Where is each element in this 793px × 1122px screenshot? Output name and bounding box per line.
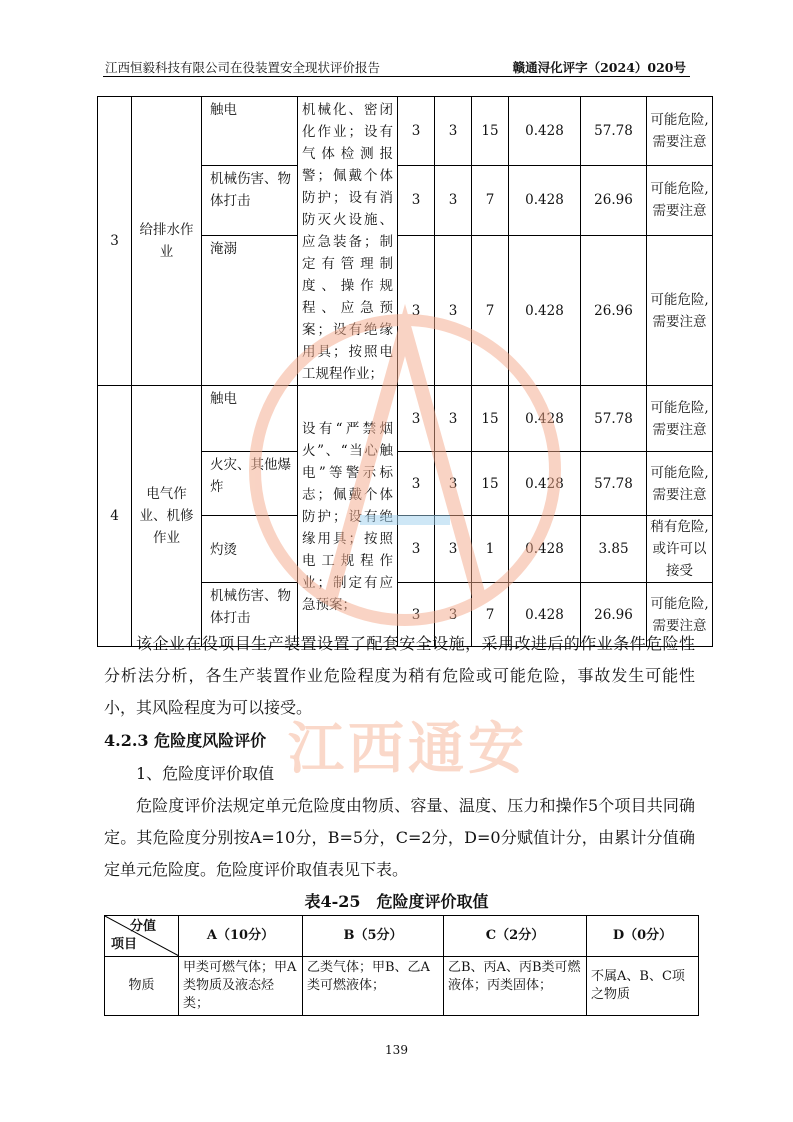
d-value: 26.96: [581, 165, 647, 236]
conclusion-paragraph: 该企业在役项目生产装置设置了配套安全设施，采用改进后的作业条件危险性分析法分析，各生产装置作业危险程度为稍有危险或可能危险，事故发生可能性小，其风险程度为可以接受。: [104, 634, 695, 717]
page-header: [103, 58, 690, 77]
e-value: 3: [435, 97, 472, 166]
e-value: 3: [435, 452, 472, 516]
risk-value-table: [104, 915, 699, 1016]
c-value: 7: [472, 583, 509, 647]
safety-measures: 机械化、密闭化作业；设有气体检测报警；佩戴个体防护；设有消防灭火设施、应急装备；制定有管理制度、操作规程、应急预案；设有绝缘用具；按照电工规程作业；: [298, 97, 398, 386]
page-number: 139: [385, 1043, 408, 1057]
e-value: 3: [435, 583, 472, 647]
header-company: 江西恒毅科技有限公司在役装置安全现状评价报告: [105, 60, 381, 75]
grade-c-cell: 乙B、丙A、丙B类可燃液体；丙类固体；: [444, 957, 587, 1016]
grade-a-cell: 甲类可燃气体；甲A类物质及液态烃类；: [179, 957, 303, 1016]
d-value: 57.78: [581, 386, 647, 452]
l-value: 3: [398, 386, 435, 452]
group-unit: 给排水作业: [132, 97, 202, 386]
d-value: 26.96: [581, 236, 647, 386]
column-header: D（0分）: [587, 916, 699, 957]
k-value: 0.428: [509, 165, 581, 236]
risk-grade: 可能危险,需要注意: [647, 236, 713, 386]
d-value: 26.96: [581, 583, 647, 647]
d-value: 57.78: [581, 97, 647, 166]
diagonal-header-cell: [105, 916, 179, 957]
subheading: 1、危险度评价取值: [136, 764, 275, 783]
watermark-text: 江西通安: [288, 717, 528, 782]
c-value: 7: [472, 236, 509, 386]
e-value: 3: [435, 236, 472, 386]
hazard-cell: 淹溺: [202, 236, 298, 386]
group-number: 4: [98, 386, 132, 647]
d-value: 3.85: [581, 516, 647, 583]
k-value: 0.428: [509, 452, 581, 516]
table-header-row: [105, 916, 699, 957]
hazard-cell: 灼烫: [202, 516, 298, 583]
k-value: 0.428: [509, 97, 581, 166]
l-value: 3: [398, 165, 435, 236]
risk-grade: 可能危险,需要注意: [647, 452, 713, 516]
d-value: 57.78: [581, 452, 647, 516]
table-row: [105, 957, 699, 1016]
hazard-cell: 机械伤害、物体打击: [202, 165, 298, 236]
c-value: 15: [472, 452, 509, 516]
hazard-analysis-table: [97, 96, 713, 647]
hazard-cell: 触电: [202, 97, 298, 166]
column-header: A（10分）: [179, 916, 303, 957]
k-value: 0.428: [509, 236, 581, 386]
safety-measures: 设有“严禁烟火”、“当心触电”等警示标志；佩戴个体防护；设有绝缘用具；按照电工规程作业；制定有应急预案；: [298, 386, 398, 647]
l-value: 3: [398, 236, 435, 386]
hazard-cell: 机械伤害、物体打击: [202, 583, 298, 647]
l-value: 3: [398, 583, 435, 647]
corner-item-label: 项目: [111, 937, 138, 952]
risk-grade: 可能危险,需要注意: [647, 165, 713, 236]
group-number: 3: [98, 97, 132, 386]
risk-grade: 可能危险,需要注意: [647, 386, 713, 452]
k-value: 0.428: [509, 583, 581, 647]
l-value: 3: [398, 516, 435, 583]
table-row: [98, 97, 713, 166]
l-value: 3: [398, 97, 435, 166]
l-value: 3: [398, 452, 435, 516]
e-value: 3: [435, 386, 472, 452]
e-value: 3: [435, 165, 472, 236]
grade-b-cell: 乙类气体；甲B、乙A类可燃液体；: [303, 957, 444, 1016]
header-report-number: 赣通浔化评字（2024）020号: [512, 60, 686, 75]
grade-d-cell: 不属A、B、C项之物质: [587, 957, 699, 1016]
c-value: 15: [472, 97, 509, 166]
section-heading: 4.2.3 危险度风险评价: [104, 731, 267, 750]
c-value: 7: [472, 165, 509, 236]
e-value: 3: [435, 516, 472, 583]
hazard-cell: 触电: [202, 386, 298, 452]
risk-grade: 稍有危险,或许可以接受: [647, 516, 713, 583]
c-value: 1: [472, 516, 509, 583]
corner-score-label: 分值: [129, 919, 156, 934]
c-value: 15: [472, 386, 509, 452]
k-value: 0.428: [509, 516, 581, 583]
column-header: B（5分）: [303, 916, 444, 957]
risk-grade: 可能危险,需要注意: [647, 583, 713, 647]
table-row: [98, 386, 713, 452]
method-paragraph: 危险度评价法规定单元危险度由物质、容量、温度、压力和操作5个项目共同确定。其危险度分别按A=10分，B=5分，C=2分，D=0分赋值计分，由累计分值确定单元危险度。危险度评价取值表见下表。: [104, 796, 695, 879]
k-value: 0.428: [509, 386, 581, 452]
hazard-cell: 火灾、其他爆炸: [202, 452, 298, 516]
column-header: C（2分）: [444, 916, 587, 957]
table-caption: 表4-25 危险度评价取值: [304, 892, 489, 911]
group-unit: 电气作业、机修作业: [132, 386, 202, 647]
item-cell: 物质: [105, 957, 179, 1016]
risk-grade: 可能危险,需要注意: [647, 97, 713, 166]
